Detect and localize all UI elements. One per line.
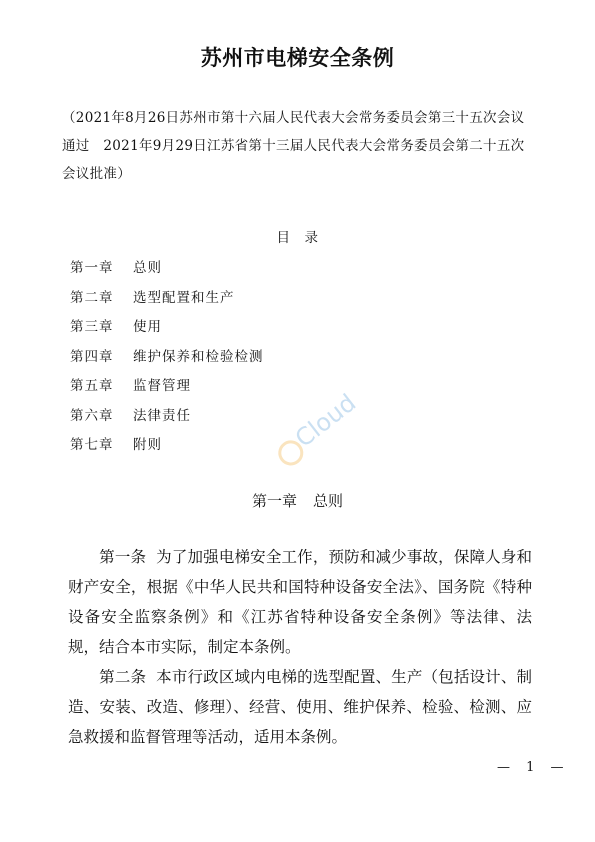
article-text: 本市行政区域内电梯的选型配置、生产（包括设计、制造、安装、改造、修理）、经营、使用、维护保养、检验、检测、应急救援和监督管理等活动，适用本条例。 xyxy=(68,668,532,746)
article-2 xyxy=(68,662,532,752)
toc-chapter-name: 维护保养和检验检测 xyxy=(133,348,264,365)
toc-chapter-name: 附则 xyxy=(133,437,162,453)
article-label: 第二条 xyxy=(99,668,147,686)
toc-item[interactable] xyxy=(70,254,490,284)
chapter-number: 第一章 xyxy=(251,492,297,510)
article-1 xyxy=(68,542,532,662)
toc-chapter-number: 第六章 xyxy=(70,407,114,424)
toc-chapter-name: 监督管理 xyxy=(133,378,191,394)
toc-chapter-number: 第三章 xyxy=(70,319,114,335)
adoption-note: （2021年8月26日苏州市第十六届人民代表大会常务委员会第三十五次会议通过 2021年9月29日江苏省第十三届人民代表大会常务委员会第二十五次会议批准） xyxy=(62,110,525,182)
article-label: 第一条 xyxy=(99,548,147,566)
toc-chapter-name: 使用 xyxy=(133,319,162,335)
chapter-heading xyxy=(0,490,595,511)
toc-chapter-number: 第二章 xyxy=(70,289,114,306)
toc-chapter-number: 第一章 xyxy=(70,260,114,276)
document-title: 苏州市电梯安全条例 xyxy=(200,46,395,70)
watermark-text: Cloud xyxy=(289,388,362,453)
page-number: — 1 — xyxy=(497,760,570,775)
chapter-name: 总则 xyxy=(313,492,344,510)
toc-chapter-name: 法律责任 xyxy=(133,407,191,424)
toc-item[interactable] xyxy=(70,284,490,314)
toc-item[interactable] xyxy=(70,343,490,373)
toc-chapter-number: 第五章 xyxy=(70,378,114,394)
toc-heading: 目 录 xyxy=(276,230,319,246)
toc-chapter-name: 选型配置和生产 xyxy=(133,289,235,306)
article-text: 为了加强电梯安全工作，预防和减少事故，保障人身和财产安全，根据《中华人民共和国特种设备安全法》、国务院《特种设备安全监察条例》和《江苏省特种设备安全条例》等法律、法规，结合本市实际，制定本条例。 xyxy=(68,548,532,656)
toc-chapter-number: 第四章 xyxy=(70,348,114,365)
toc-chapter-name: 总则 xyxy=(133,260,162,276)
toc-chapter-number: 第七章 xyxy=(70,437,114,453)
toc-item[interactable] xyxy=(70,313,490,343)
